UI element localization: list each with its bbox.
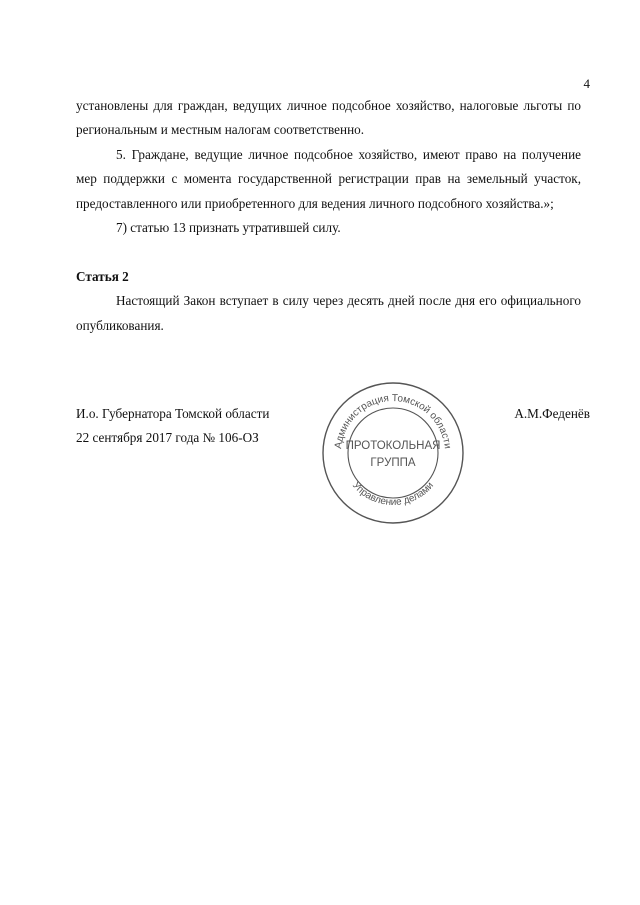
signature-block [76, 402, 269, 451]
signatory-name: А.М.Феденёв [514, 406, 590, 421]
official-stamp-seal [318, 378, 468, 528]
article-2-heading: Статья 2 [76, 268, 129, 284]
paragraph-item-7: 7) статью 13 признать утратившей силу. [116, 220, 341, 236]
article-2-text: Настоящий Закон вступает в силу через десять дней после дня его официального опубликования. [76, 293, 581, 333]
paragraph-item-5: 5. Граждане, ведущие личное подсобное хозяйство, имеют право на получение мер поддержки с момента государственной регистрации прав на земельный участок, предоставленного или приобретенного для ведения личного подсобного хозяйства.»; [76, 146, 581, 211]
stamp-center-line-2: ГРУППА [370, 457, 416, 469]
stamp-center-line-1: ПРОТОКОЛЬНАЯ [345, 440, 441, 452]
stamp-outer-text-top: Администрация Томской области [333, 392, 453, 450]
signatory-position: И.о. Губернатора Томской области [76, 406, 270, 421]
law-date-number: 22 сентября 2017 года № 106-ОЗ [76, 430, 259, 446]
page-number: 4 [583, 76, 590, 91]
spacer [76, 240, 581, 264]
stamp-outer-text-bottom: Управление делами [349, 480, 437, 509]
paragraph-tax-benefits: установлены для граждан, ведущих личное подсобное хозяйство, налоговые льготы по региональным и местным налогам соответственно. [76, 98, 581, 138]
document-body [76, 94, 581, 338]
